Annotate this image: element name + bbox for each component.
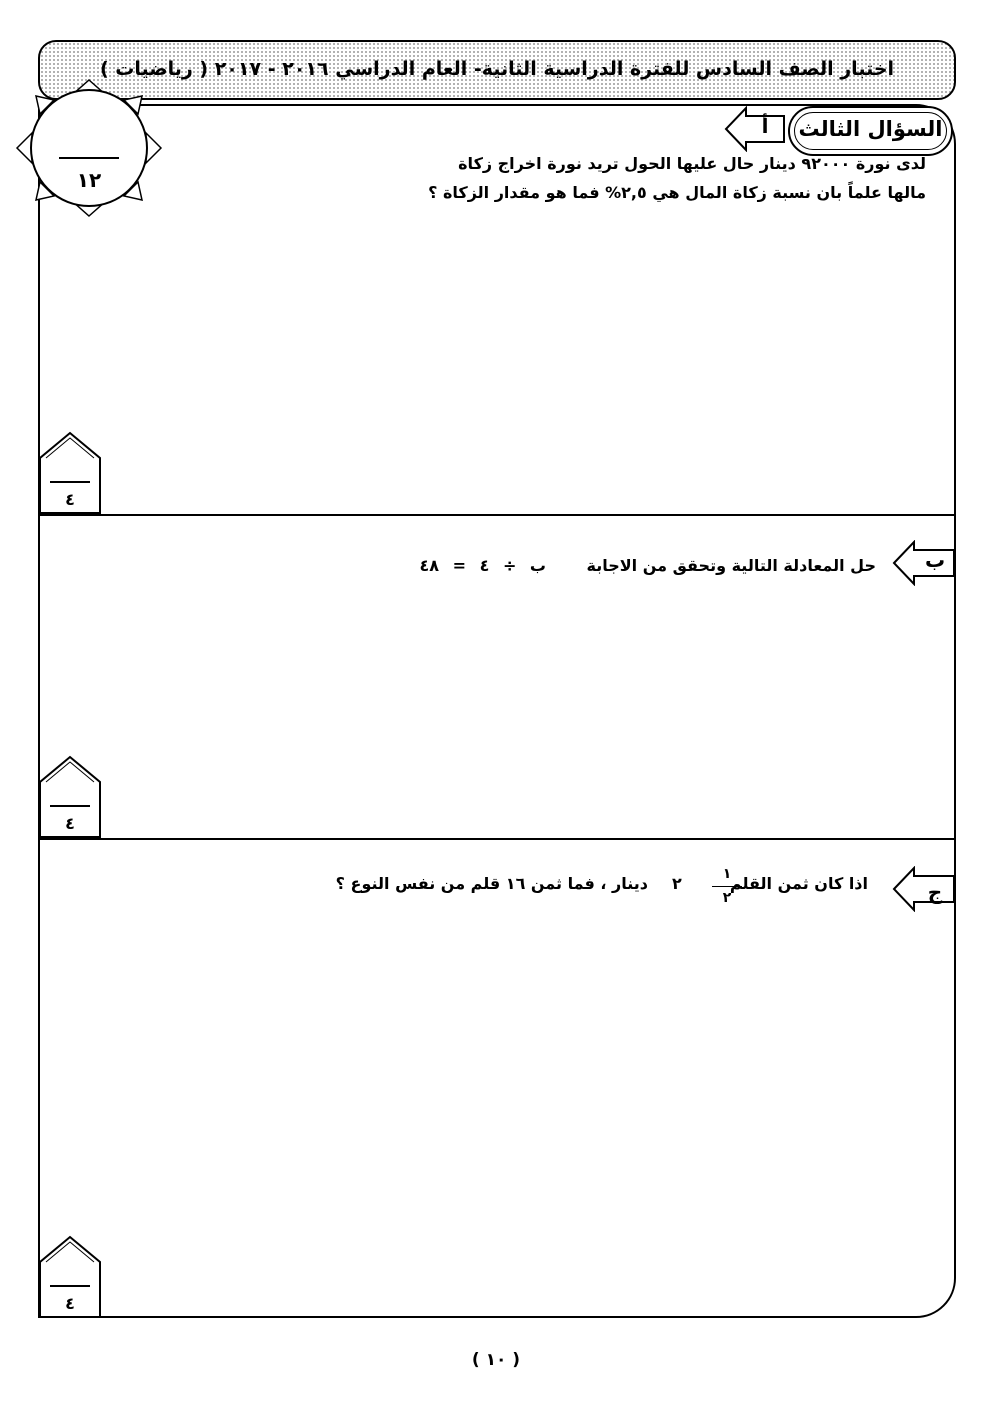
part-a-letter: أ (761, 114, 769, 138)
section-divider (38, 514, 956, 516)
part-a-score: ٤ (65, 490, 75, 509)
total-score-badge (14, 78, 164, 218)
part-c-text-after: دينار ، فما ثمن ١٦ قلم من نفس النوع ؟ (335, 874, 648, 893)
part-c-fraction-bar (712, 886, 742, 887)
part-a-line-1: لدى نورة ٩٢٠٠٠ دينار حال عليها الحول تريد نورة اخراج زكاة (458, 154, 926, 173)
exam-title: اختبار الصف السادس للفترة الدراسية الثانية- العام الدراسي ٢٠١٦ - ٢٠١٧ ( رياضيات ) (99, 58, 895, 80)
part-b-score: ٤ (65, 814, 75, 833)
section-divider (38, 838, 956, 840)
page-number: ( ١٠ ) (471, 1350, 521, 1370)
total-score-value: ١٢ (76, 168, 102, 192)
part-a-line-2: مالها علماً بان نسبة زكاة المال هي ٢,٥% فما هو مقدار الزكاة ؟ (428, 183, 926, 202)
part-c-text-before: اذا كان ثمن القلم (729, 874, 868, 893)
question-label (788, 106, 953, 156)
answer-frame (38, 104, 956, 1318)
exam-header (38, 40, 956, 100)
part-b-instruction: حل المعادلة التالية وتحقق من الاجابة (586, 556, 876, 575)
part-c-fraction-denominator: ٢ (722, 890, 732, 906)
part-c-fraction-numerator: ١ (722, 866, 732, 882)
part-c-whole-number: ٢ (672, 874, 682, 893)
part-b-letter: ب (924, 548, 946, 572)
part-c-score: ٤ (65, 1294, 75, 1313)
part-b-equation: ب ÷ ٤ = ٤٨ (419, 556, 546, 575)
question-label-text: السؤال الثالث (798, 117, 943, 141)
part-c-letter: ج (927, 880, 943, 904)
